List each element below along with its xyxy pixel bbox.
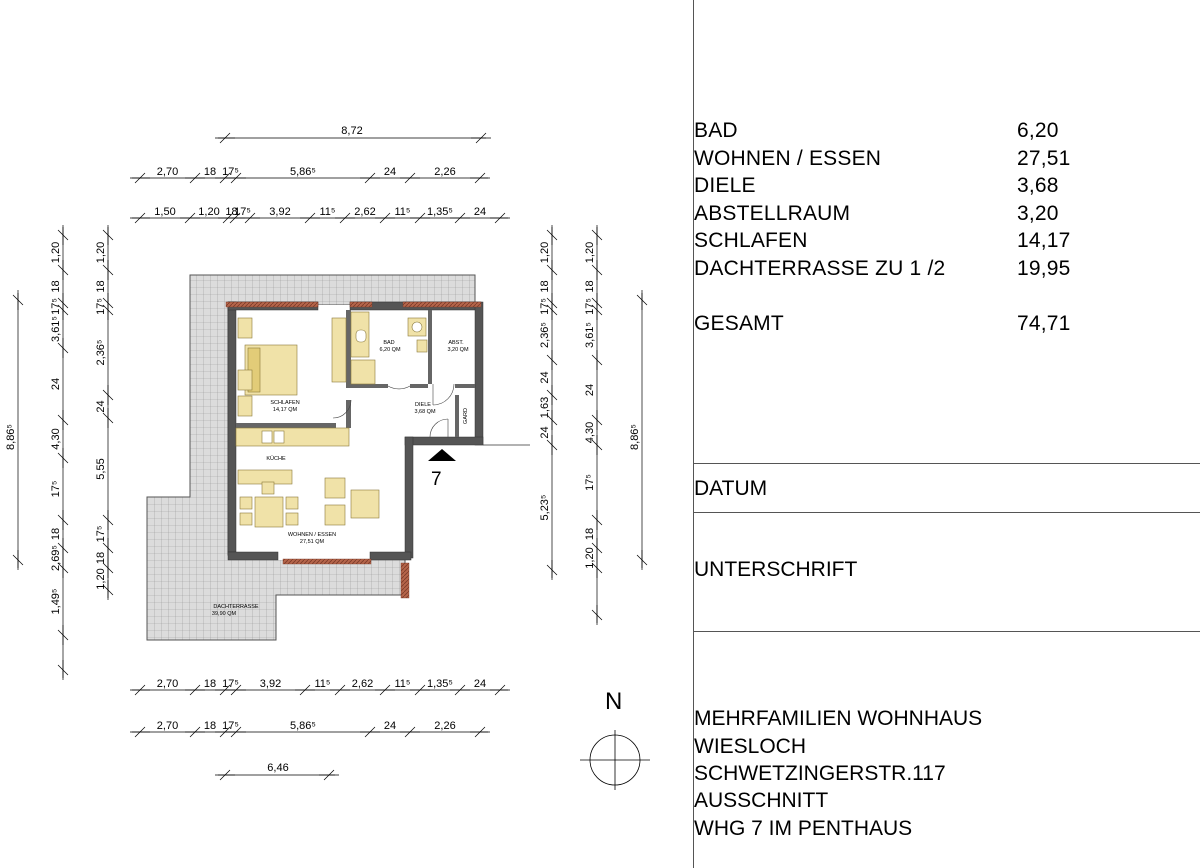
dimension-label: 2,36⁵: [95, 339, 107, 366]
area-row: BAD 6,20: [694, 119, 1059, 142]
area-row: DIELE 3,68: [694, 174, 1059, 197]
dimension-label: 17⁵: [234, 206, 251, 218]
dimension-label: 24: [539, 426, 551, 439]
dimension-label: 1,20: [95, 241, 107, 264]
dimension-label: 2,69⁵: [50, 545, 62, 571]
dimension-label: 1,20: [198, 206, 220, 218]
dimension-label: 24: [584, 383, 596, 397]
dimension-label: 18: [539, 280, 551, 293]
dimension-label: 3,92: [259, 678, 282, 690]
dimension-label: 11⁵: [394, 678, 411, 690]
dimension-label: 24: [50, 377, 62, 391]
dimension-label: 18: [203, 166, 217, 178]
room-label-wohnen: WOHNEN / ESSEN: [287, 532, 337, 538]
project-line: WHG 7 IM PENTHAUS: [694, 817, 913, 840]
dimension-label: 17⁵: [95, 298, 107, 315]
dimension-label: 1,20: [584, 547, 596, 569]
dimension-label: 3,92: [269, 206, 291, 218]
dimension-label: 2,26: [434, 166, 456, 178]
dimension-label: 18: [95, 280, 107, 293]
unterschrift-label: UNTERSCHRIFT: [694, 558, 858, 581]
divider: [693, 631, 1200, 632]
datum-label: DATUM: [694, 477, 768, 500]
dimension-label: 2,36⁵: [539, 322, 551, 348]
room-area-dachterrasse: 39,90 QM: [211, 611, 237, 617]
room-label-diele: DIELE: [415, 402, 431, 408]
dimension-label: 6,46: [267, 762, 289, 774]
dimension-label: 8,86⁵: [629, 424, 641, 450]
dimension-label: 8,86⁵: [5, 424, 17, 450]
north-label: N: [605, 688, 623, 715]
dimension-label: 18: [584, 527, 596, 541]
room-area-schlafen: 14,17 QM: [272, 407, 298, 413]
dimension-label: 17⁵: [222, 678, 239, 690]
area-row: WOHNEN / ESSEN 27,51: [694, 147, 1071, 170]
room-label-abst: ABST.: [448, 340, 464, 346]
dimension-label: 11⁵: [394, 206, 411, 218]
dimension-label: 11⁵: [319, 206, 336, 218]
dimension-label: 5,86⁵: [290, 720, 316, 732]
dimension-label: 1,20: [50, 241, 62, 264]
room-label-schlafen: SCHLAFEN: [270, 400, 300, 406]
room-label-kueche: KÜCHE: [266, 456, 286, 462]
dimension-label: 18: [203, 720, 217, 732]
area-row: SCHLAFEN 14,17: [694, 229, 1071, 252]
room-area-wohnen: 27,51 QM: [299, 539, 325, 545]
total-row: GESAMT 74,71: [694, 312, 1071, 335]
dimension-label: 18: [50, 280, 62, 293]
dimension-label: 2,70: [156, 166, 179, 178]
dimension-label: 1,20: [539, 241, 551, 264]
dimension-label: 3,61⁵: [50, 316, 62, 342]
dimension-label: 4,30: [50, 428, 62, 450]
dimension-label: 5,55: [95, 458, 107, 480]
dimension-label: 24: [539, 371, 551, 384]
legend-panel: [693, 0, 1200, 868]
dimension-label: 3,61⁵: [584, 322, 596, 348]
dimension-label: 17⁵: [222, 720, 239, 732]
room-area-diele: 3,68 QM: [414, 409, 436, 415]
dimension-label: 24: [383, 720, 397, 732]
room-label-bad: BAD: [383, 340, 395, 346]
room-area-abst: 3,20 QM: [447, 347, 469, 353]
dimension-label: 1,35⁵: [427, 206, 453, 218]
unit-number: 7: [431, 469, 442, 490]
dimension-label: 18: [584, 280, 596, 293]
room-area-bad: 6,20 QM: [379, 347, 401, 353]
dimension-label: 24: [473, 678, 487, 690]
project-line: WIESLOCH: [694, 735, 807, 758]
dimension-label: 17⁵: [50, 298, 62, 315]
dimension-label: 17⁵: [222, 166, 239, 178]
divider: [693, 512, 1200, 513]
dimension-label: 1,49⁵: [50, 588, 62, 615]
dimension-label: 1,50: [154, 206, 176, 218]
dimension-label: 11⁵: [314, 678, 331, 690]
dimension-label: 17⁵: [584, 298, 596, 315]
dimension-label: 2,70: [156, 720, 179, 732]
compass-icon: [580, 730, 650, 790]
dimension-label: 18: [95, 551, 107, 565]
dimension-label: 24: [473, 206, 487, 218]
dimension-label: 2,70: [156, 678, 179, 690]
entry-arrow-icon: [428, 449, 456, 461]
dimension-label: 18: [203, 678, 217, 690]
project-line: AUSSCHNITT: [694, 789, 829, 812]
room-label-gard: GARD: [463, 408, 469, 424]
dimension-label: 2,62: [351, 678, 374, 690]
divider: [693, 463, 1200, 464]
dimension-label: 5,86⁵: [290, 166, 316, 178]
dimension-label: 17⁵: [584, 474, 596, 491]
area-row: ABSTELLRAUM 3,20: [694, 202, 1059, 225]
dimension-label: 1,20: [584, 241, 596, 264]
dimension-label: 8,72: [341, 125, 363, 137]
dimension-label: 24: [95, 400, 107, 413]
dimension-label: 4,30: [584, 421, 596, 444]
dimension-label: 5,23⁵: [539, 494, 551, 521]
dimension-label: 17⁵: [539, 298, 551, 315]
dimension-label: 18: [50, 527, 62, 541]
dimension-label: 1,20: [95, 568, 107, 590]
room-label-dachterrasse: DACHTERRASSE: [213, 604, 259, 610]
dimension-label: 17⁵: [50, 480, 62, 498]
dimension-label: 2,62: [354, 206, 376, 218]
project-line: SCHWETZINGERSTR.117: [694, 762, 946, 785]
dimension-label: 1,35⁵: [427, 678, 453, 690]
dimension-label: 2,26: [434, 720, 456, 732]
dimension-label: 24: [383, 166, 397, 178]
dimension-label: 17⁵: [95, 525, 107, 543]
project-line: MEHRFAMILIEN WOHNHAUS: [694, 707, 983, 730]
area-row: DACHTERRASSE ZU 1 /2 19,95: [694, 257, 1071, 280]
dimension-label: 1,63: [539, 396, 551, 419]
dimension-label: 18: [225, 206, 238, 218]
